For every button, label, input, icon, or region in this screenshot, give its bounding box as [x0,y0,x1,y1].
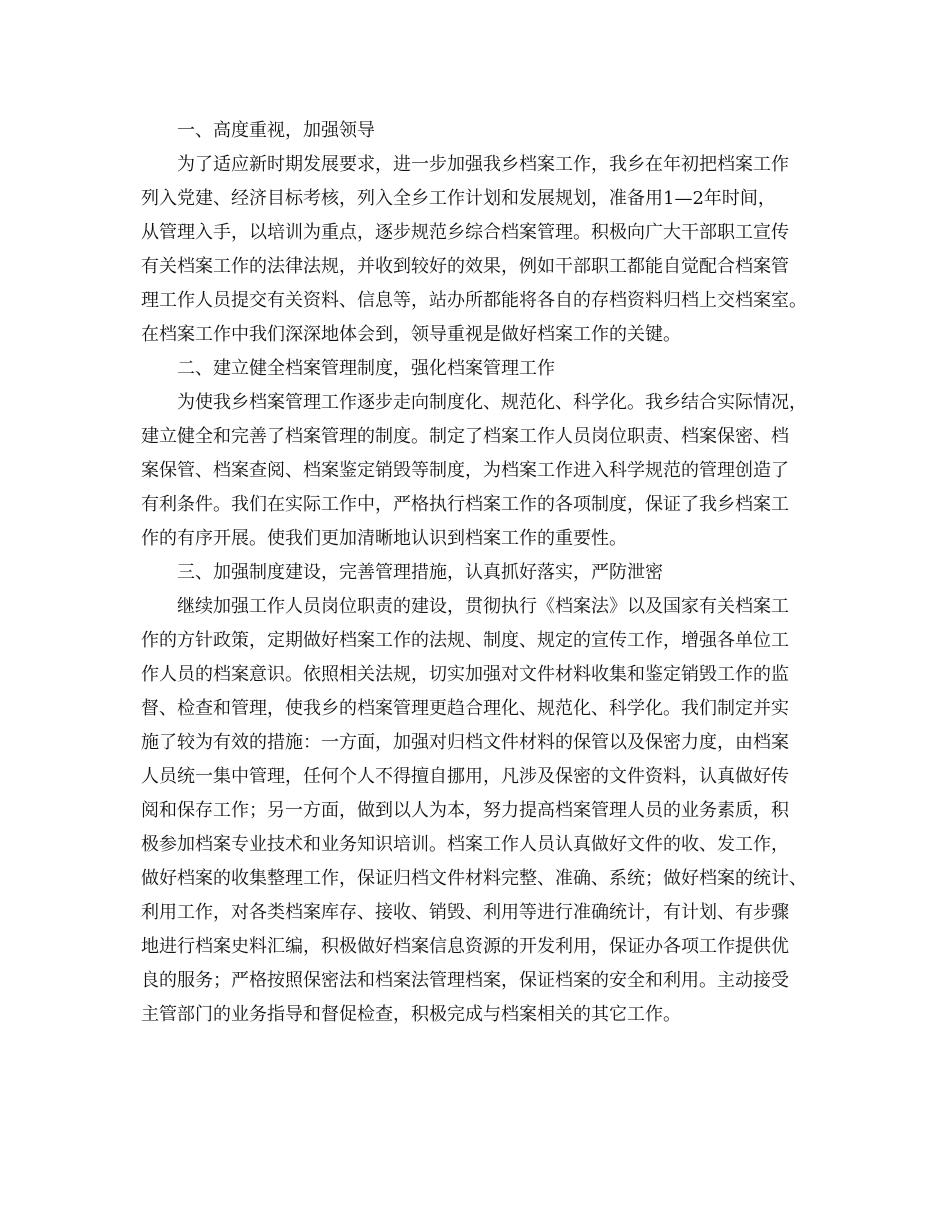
paragraph-line: 作的方针政策，定期做好档案工作的法规、制度、规定的宣传工作，增强各单位工 [141,630,789,651]
paragraph-line: 理工作人员提交有关资料、信息等，站办所都能将各自的存档资料归档上交档案室。 [141,290,807,311]
paragraph-line: 作的有序开展。使我们更加清晰地认识到档案工作的重要性。 [141,528,627,549]
section-heading-1: 一、高度重视，加强领导 [177,120,375,141]
paragraph-line: 为使我乡档案管理工作逐步走向制度化、规范化、科学化。我乡结合实际情况， [177,392,807,413]
paragraph-line: 有利条件。我们在实际工作中，严格执行档案工作的各项制度，保证了我乡档案工 [141,494,789,515]
paragraph-line: 主管部门的业务指导和督促检查，积极完成与档案相关的其它工作。 [141,1004,681,1025]
section-heading-2: 二、建立健全档案管理制度，强化档案管理工作 [177,358,555,379]
paragraph-line: 施了较为有效的措施：一方面，加强对归档文件材料的保管以及保密力度，由档案 [141,732,789,753]
paragraph-line: 地进行档案史料汇编，积极做好档案信息资源的开发利用，保证办各项工作提供优 [141,936,789,957]
paragraph-line: 做好档案的收集整理工作，保证归档文件材料完整、准确、系统；做好档案的统计、 [141,868,807,889]
paragraph-line: 人员统一集中管理，任何个人不得擅自挪用，凡涉及保密的文件资料，认真做好传 [141,766,789,787]
paragraph-line: 阅和保存工作；另一方面，做到以人为本，努力提高档案管理人员的业务素质，积 [141,800,789,821]
paragraph-line: 有关档案工作的法律法规，并收到较好的效果，例如干部职工都能自觉配合档案管 [141,256,789,277]
paragraph-line: 为了适应新时期发展要求，进一步加强我乡档案工作，我乡在年初把档案工作 [177,154,789,175]
section-heading-3: 三、加强制度建设，完善管理措施，认真抓好落实，严防泄密 [177,562,663,583]
paragraph-line: 督、检查和管理，使我乡的档案管理更趋合理化、规范化、科学化。我们制定并实 [141,698,789,719]
paragraph-line: 列入党建、经济目标考核，列入全乡工作计划和发展规划，准备用1—2年时间， [141,188,776,209]
paragraph-line: 从管理入手，以培训为重点，逐步规范乡综合档案管理。积极向广大干部职工宣传 [141,222,789,243]
paragraph-line: 良的服务；严格按照保密法和档案法管理档案，保证档案的安全和利用。主动接受 [141,970,789,991]
paragraph-line: 在档案工作中我们深深地体会到，领导重视是做好档案工作的关键。 [141,324,681,345]
paragraph-line: 作人员的档案意识。依照相关法规，切实加强对文件材料收集和鉴定销毁工作的监 [141,664,789,685]
paragraph-line: 继续加强工作人员岗位职责的建设，贯彻执行《档案法》以及国家有关档案工 [177,596,789,617]
paragraph-line: 极参加档案专业技术和业务知识培训。档案工作人员认真做好文件的收、发工作， [141,834,789,855]
paragraph-line: 利用工作，对各类档案库存、接收、销毁、利用等进行准确统计，有计划、有步骤 [141,902,789,923]
paragraph-line: 案保管、档案查阅、档案鉴定销毁等制度，为档案工作进入科学规范的管理创造了 [141,460,789,481]
paragraph-line: 建立健全和完善了档案管理的制度。制定了档案工作人员岗位职责、档案保密、档 [141,426,789,447]
